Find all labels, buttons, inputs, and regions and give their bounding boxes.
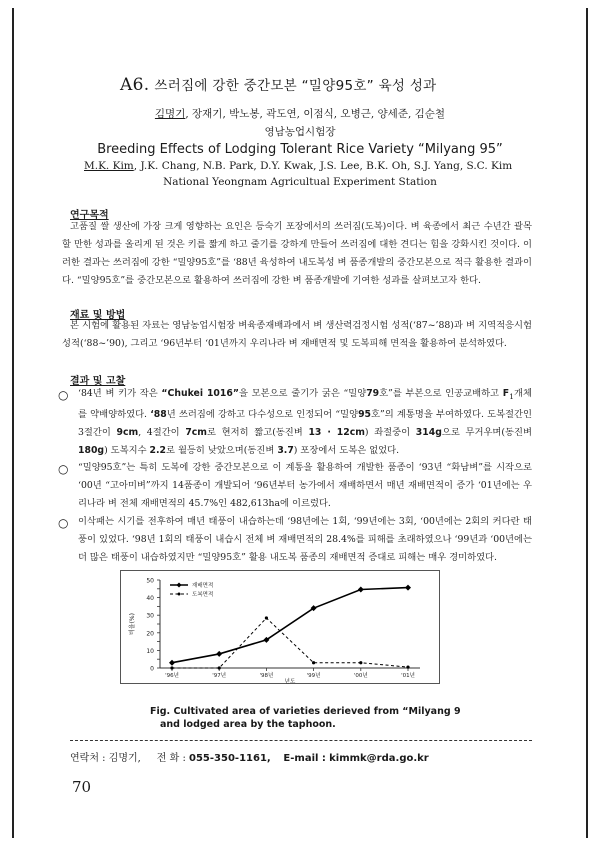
objective-heading: 연구목적 bbox=[70, 210, 109, 221]
contact-info bbox=[70, 749, 429, 764]
email-address: kimmk@rda.go.kr bbox=[329, 753, 429, 764]
series-lodged-point bbox=[359, 661, 362, 664]
result-paragraph-3: 이삭패는 시기를 전후하여 매년 태풍이 내습하는데 ‘98년에는 1회, ‘99년에는 3회, ‘00년에는 2회의 커다란 태풍이 있었다. ‘98년 1회의 태풍이 내습시 전체 벼 재배면적의 28.4%를 피해를 초래하였으나 ‘99년과 ‘00년에는 더 많은 태풍이 내습하였지만 “밀양95호” 활용 내도복 품종의 재배면적 증대로 피해는 매우 경미하였다. bbox=[78, 516, 532, 563]
materials-paragraph: 본 시험에 활용된 자료는 영남농업시험장 벼육종재배과에서 벼 생산력검정시험 성적(‘87~’88)과 벼 지역적응시험 성적(‘88~’90), 그리고 ‘96년부터 ‘01년까지 우리나라 벼 재배면적 및 도복피해 면적을 활용하여 분석하였다. bbox=[62, 320, 532, 349]
objective-paragraph: 고품질 쌀 생산에 가장 크게 영향하는 요인은 등숙기 포장에서의 쓰러짐(도복)이다. 벼 육종에서 최근 수년간 괄목할 만한 성과를 올리게 된 것은 키를 짧게 하고 줄기를 강하게 만들어 쓰러짐에 대한 견디는 힘을 강화시킨 것이다. 이러한 결과는 쓰러짐에 강한 “밀양95호”를 ‘88년 육성하여 내도복성 벼 품종개발의 중간모본으로 적극 활용한 결과이다. “밀양95호”를 중간모본으로 활용하여 쓰러짐에 강한 벼 품종개발에 기여한 성과를 살펴보고자 한다. bbox=[62, 221, 532, 286]
paper-title-ko bbox=[120, 74, 437, 95]
series-lodged-point bbox=[218, 666, 221, 669]
coauthors-en: , J.K. Chang, N.B. Park, D.Y. Kwak, J.S. Lee, B.K. Oh, S.J. Yang, S.C. Kim bbox=[133, 160, 513, 172]
series-lodged-point bbox=[265, 616, 268, 619]
page-number: 70 bbox=[72, 778, 92, 796]
title-ko-text: 쓰러짐에 강한 중간모본 “밀양95호” 육성 성과 bbox=[154, 78, 437, 94]
result-paragraph-2: “밀양95호”는 특히 도복에 강한 중간모본으로 이 계통을 활용하여 개발한 품종이 ‘93년 “화남벼”를 시작으로 ‘00년 “고아미벼”까지 14품종이 개발되어 ‘96년부터 농가에서 재배하면서 매년 재배면적이 증가 ‘01년에는 우리나라 벼 전체 재배면적의 45.7%인 482,613ha에 이르렀다. bbox=[78, 462, 532, 509]
result-bullet-3: ○ bbox=[58, 516, 69, 530]
series-lodged-point bbox=[406, 666, 409, 669]
caption-line-1: Fig. Cultivated area of varieties derieved from “Milyang 9 bbox=[150, 706, 461, 717]
legend-lodged-label: 도복면적 bbox=[192, 592, 214, 598]
series-lodged-point bbox=[312, 661, 315, 664]
figure-caption bbox=[150, 705, 470, 731]
x-tick-label: '00년 bbox=[353, 673, 368, 679]
x-tick-label: '96년 bbox=[165, 673, 179, 679]
result-bullet-1: ○ bbox=[58, 388, 69, 402]
abstract-number: A6. bbox=[120, 75, 150, 95]
institute-en: National Yeongnam Agricultual Experiment Station bbox=[163, 176, 437, 188]
y-tick-label: 40 bbox=[146, 595, 154, 603]
y-tick-label: 10 bbox=[146, 647, 154, 655]
authors-en bbox=[84, 160, 512, 172]
institute-ko: 영남농업시험장 bbox=[264, 126, 336, 138]
contact-label: 연락처 : 김명기, bbox=[70, 753, 141, 764]
figure-chart bbox=[120, 570, 440, 684]
x-tick-label: '98년 bbox=[259, 673, 274, 679]
phone-label: 전 화 : bbox=[156, 753, 186, 764]
y-tick-label: 20 bbox=[146, 630, 154, 638]
y-tick-label: 30 bbox=[146, 612, 154, 620]
result-paragraph-1: ‘84년 벼 키가 작은 “Chukei 1016”을 모본으로 줄기가 굵은 “밀양79호”를 부본으로 인공교배하고 $F_1$개체를 약배양하였다. ‘88년 쓰러짐에 강하고 다수성으로 인정되어 “밀양95호”의 계통명을 부여하였다. 도복절간인 3절간이 9cm, 4절간이 7cm로 현저히 짧고(동진벼 13 · 12cm) 좌절중이 314g으로 무거우며(동진벼 180g) 도복지수 2.2로 월등히 낮았으며(동진벼 3.7) 포장에서 도복은 없었다. bbox=[78, 388, 532, 456]
email-label: E-mail : bbox=[283, 753, 326, 764]
coauthors-ko: , 장재기, 박노봉, 곽도연, 이점식, 오병근, 양세준, 김순철 bbox=[185, 108, 446, 120]
x-tick-label: '99년 bbox=[306, 673, 321, 679]
results-heading: 결과 및 고찰 bbox=[70, 376, 126, 387]
lead-author-ko: 김명기 bbox=[154, 108, 186, 120]
materials-heading: 재료 및 방법 bbox=[70, 310, 126, 321]
footer-divider bbox=[70, 740, 532, 741]
series-lodged-point bbox=[170, 666, 173, 669]
lead-author-en: M.K. Kim bbox=[84, 160, 134, 172]
x-tick-label: '01년 bbox=[401, 673, 415, 679]
legend-lodged-marker bbox=[178, 593, 181, 596]
authors-ko bbox=[0, 106, 600, 121]
x-tick-label: '97년 bbox=[212, 673, 227, 679]
legend-cultivated-label: 재배면적 bbox=[192, 583, 214, 589]
line-chart-svg bbox=[120, 570, 440, 684]
y-tick-label: 0 bbox=[150, 665, 154, 673]
result-bullet-2: ○ bbox=[58, 462, 69, 476]
phone-number: 055-350-1161, bbox=[189, 753, 271, 764]
paper-title-en: Breeding Effects of Lodging Tolerant Rice Variety “Milyang 95” bbox=[97, 142, 503, 157]
y-axis-label: 비율(%) bbox=[129, 613, 136, 635]
caption-line-2: and lodged area by the taphoon. bbox=[160, 719, 336, 730]
x-axis-label: 년도 bbox=[284, 679, 296, 684]
y-tick-label: 50 bbox=[146, 577, 154, 585]
